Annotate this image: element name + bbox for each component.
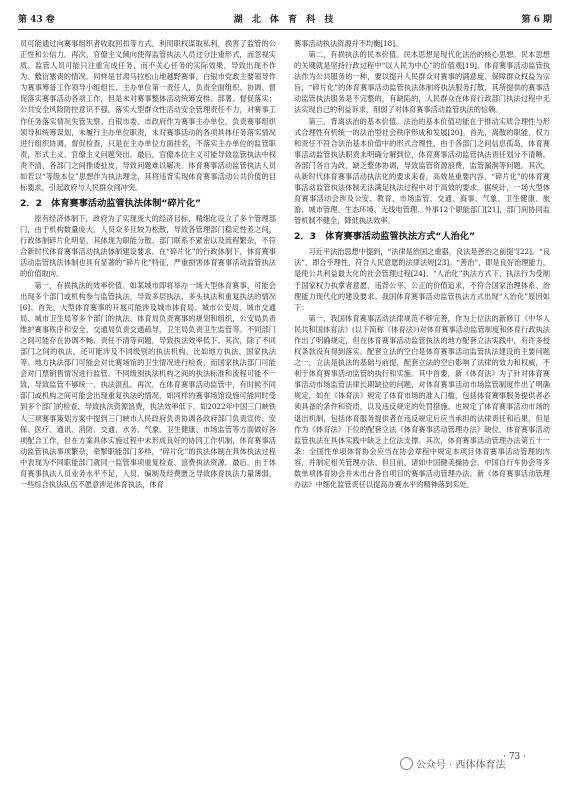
page-number: · 73 · (503, 752, 526, 762)
paragraph: 第一，我国体育赛事活动法律规范不够完善，作为上位法的新修订《中华人民共和国体育法》(以下简称《体育法》)对体育赛事活动监管制度和体育行政执法作出了明确规定，但在体育赛事活动监管执法的地方配套立法实践中，有许多授权条款没有得到落实。配套立法的空白是体育赛事活动监管执法建设的主要问题之一，立法是执法的基础与前提，配套立法的空白影响了法律的效力和权威，不利于体育赛事活动监管的执行和实施。其中首要，新《体育法》为了针对体育赛事活动市场监管法律长期缺位的问题，对体育赛事活动市场监管制度作出了明确规定，如在《体育法》规定了体育市场的准入门槛，包括体育赛事服务提供者必须具备的条件和资质，以及违反规定的处罚措施。也规定了体育赛事活动市场的退出机制，包括体育服务提供者在违反规定后应当承担的法律责任和后果，但是作为《体育法》下位的配套立法《体育赛事活动管理办法》缺位，体育赛事活动监管执法在具体实践中缺乏上位法支撑。其次，体育赛事活动管理办法第五十一条：全国性单项体育协会应当在协会章程中规定本项目体育赛事活动管理的内容，并制定相关管理办法。但目前，诸如中国健美操协会、中国自行车协会等多数单项体育协会并未出台各自项目的赛事活动管理办法。新《体育赛事活动管理办法》中细化监管责任以提高办赛水平的精神落到实处。 (294, 313, 550, 489)
volume-label: 第 43 卷 (18, 15, 55, 25)
left-column (20, 38, 276, 490)
section-heading-2-2: 2．2 体育赛事活动监管执法体制“碎片化” (20, 198, 202, 210)
paragraph: 习近平法治思想中提到，“法律是治国之重器，良法是善治之前提”[22]。“良法”，即合乎理性，符合人民意愿的法律法规[23]。“善治”，即是良好治理能力，是使公共利益最大化的社会管理过程[24]。“人治化”执法方式下，执法行为受制于国家权力执掌者意愿，违背公平、公正的价值追求，不符合国家治理体系、治理能力现代化的建设要求。我国体育赛事活动监管执法方式出现“人治化”原因如下： (294, 247, 550, 312)
header-rule (18, 29, 552, 30)
right-column (294, 38, 550, 490)
paragraph: 员可能通过向赛事组织者收取回扣等方式，利用职权谋取私利，损害了监管的公正性和公信力。再次，官僚主义倾向使得监管执法人员过分注重形式，而忽视实质。监管人员可能只注重完成任务，而不关心任务的实际效果，导致出现不作为、敷衍塞责的情况。同样是甘肃马拉松山地越野赛事，白银市党政主要领导作为赛事筹备工作领导小组组长、主办单位第一责任人，负责全面组织、协调、督促落实赛事活动各项工作，但是未对赛事整体活动统筹安排、部署、督促落实；公共安全风险防控意识不强，落实大型群众性活动安全管理责任不力，对赛事工作任务落实情况失管失察。白银市委、市政府作为赛事主办单位，负责赛事组织领导和统筹谋划，未履行主办单位职责，未对赛事活动的各项具体任务落实情况进行组织协调、督促检查，只是在主办单位方面挂名，不落实主办单位的监管职责，形式主义、官僚主义问题突出。最后，官僚本位主义可能导致监管执法中权责不清，各部门之间推诿扯皮，导致问题难以解决。体育赛事活动监管执法人员如若以“等级本位”思想作为执法理念，其将违背实现体育赛事活动公共价值的目标要求，引起政府与人民群众间冲突。 (20, 39, 276, 193)
page-header (18, 10, 552, 26)
watermark-text: 公众号 · 西体体育法 (416, 760, 506, 771)
paragraph: 第一，有损执法的效率价值。如某城市即将举办一场大型体育赛事，可能会出现多个部门或机构参与监管执法，导致多层执法、多头执法和重复执法的情况[6]。首先，大型体育赛事的开展可能涉及城市体育局、城市公安局、城市交通局、城市卫生局等多个部门的执法。体育局负责赛事的规划和组织，公安局负责维护赛事秩序和安全，交通局负责交通疏导，卫生局负责卫生监管等。不同部门之间可能存在协调不畅、责任不清等问题，导致执法效率低下。其次，除了不同部门之间的执法，还可能涉及不同级别的执法机构，比如地方执法、国家执法等。地方执法部门可能会对比赛场馆的卫生情况进行检查，而国家执法部门可能会对门票销售情况进行监管。不同级别执法机构之间的执法标准和流程可能不一致，导致监管不够统一、执法混乱。再次，在体育赛事活动监管中，有时候不同部门或机构之间可能会出现重复执法的情况，如同样的赛事场馆设施可能同时受到多个部门的检查，导致执法资源浪费，执法效率低下。如2022年中国三门峡铁人三项赛事策划方案中提到三门峡市人民政府负责协调各政府部门负责宣传、安保、医疗、通讯、消防、交通、水务、气象、卫生健康、市场监管等方面做好各项配合工作，但在方案具体实施过程中未形成良好的协同工作机制，体育赛事活动监管执法事项繁杂，牵掣职能部门多样，“碎片化”的执法体制在具体执法过程中表现为不同职能部门就同一监管事项重复检查、浪费执法资源。最后，由于体育赛事执法人员业务水平不足，人员、编制及经费匮乏导致体育执法力量薄弱。一些综合执法队伍不愿意涉足体育执法，体育 (20, 280, 276, 489)
paragraph: 第三，背离法治的基本价值。法治的基本价值功能在于推动实质合理性与形式合理性有机统一的法治型社会秩序形成和发展[20]。首先，离散的职能、权力和责任不符合法治基本价值中的形式合理性，由于各部门之间信息孤岛，体育赛事活动监管执法职责未明确分解到位，体育赛事活动监管执法责任划分不清晰，各部门各自为政，缺乏整体协调，导致监管资源浪费，监管漏洞等问题。其次，从新时代体育赛事活动执法化的要求来看，高效是重要内容，“碎片化”的体育赛事活动监管执法体制无法满足执法过程中对于高效的要求。据统计，一场大型体育赛事活动会涉及公安、教育、市场监管、交通、海事、气象、卫生健康、旅游、城市管理、生态环境、无线电管理、外事12个职能部门[21]，部门间协同监管机制不健全，降低执法效率。 (294, 116, 550, 226)
paragraph: 第二，有损执法的民本价值。民本思想是现代化法治的核心思想。民本思想的关键就是坚持行政过程中“以人民为中心”的价值观[19]。体育赛事活动监管执法作为公共服务的一种，要以提升人民群众对赛事的满意度、保障群众权益为宗旨，“碎片化”的体育赛事活动监管执法体制将执法服务打散，其所提供的赛事活动监管执法服务是不完整的，有缺陷的，人民群众在体育行政部门执法过程中无法实现自己的利益诉求，削弱了对体育赛事活动监管执法的信赖。 (294, 50, 550, 115)
wechat-icon (400, 757, 413, 770)
section-heading-2-3: 2．3 体育赛事活动监管执法方式“人治化” (294, 231, 476, 243)
paragraph: 原有经济体制下，政府为了实现庞大的经济目标，精细化设立了多个管理部门，由于机构数量庞大、人员众多且较为松散，导致各管理部门稳定性差之间，行政体制碎片化明显，其体现为职能分散、部门联系不紧密以及流程繁杂，不符合新时代体育赛事活动执法体制建设要求。在“碎片化”的行政体制下，体育赛事活动监管执法体制也具有显著的“碎片化”特征，严重损害体育赛事活动监管执法的价值取向。 (20, 214, 276, 279)
journal-title: 湖 北 体 育 科 技 (233, 15, 337, 25)
paragraph: 赛事活动执法资源并不均衡[18]。 (294, 39, 403, 48)
watermark (400, 756, 506, 771)
issue-label: 第 6 期 (521, 15, 552, 25)
